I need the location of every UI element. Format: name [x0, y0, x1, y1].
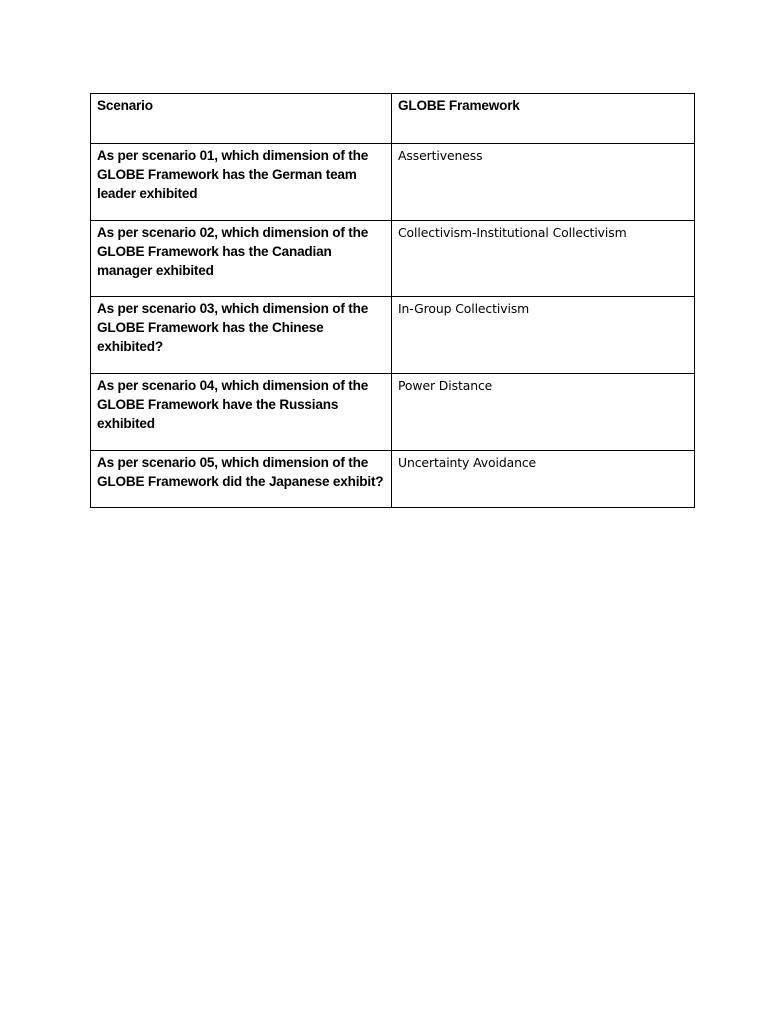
answer-cell: In-Group Collectivism	[392, 297, 695, 374]
question-cell: As per scenario 03, which dimension of the GLOBE Framework has the Chinese exhibited?	[91, 297, 392, 374]
table-row	[91, 221, 695, 297]
table-row	[91, 374, 695, 451]
answer-cell: Collectivism-Institutional Collectivism	[392, 221, 695, 297]
question-cell: As per scenario 01, which dimension of the GLOBE Framework has the German team leader exhibited	[91, 144, 392, 221]
table-header-row	[91, 94, 695, 144]
question-cell: As per scenario 02, which dimension of the GLOBE Framework has the Canadian manager exhibited	[91, 221, 392, 297]
table-row	[91, 297, 695, 374]
answer-cell: Power Distance	[392, 374, 695, 451]
question-cell: As per scenario 04, which dimension of the GLOBE Framework have the Russians exhibited	[91, 374, 392, 451]
header-cell-scenario: Scenario	[91, 94, 392, 144]
globe-framework-table	[90, 93, 695, 508]
question-cell: As per scenario 05, which dimension of the GLOBE Framework did the Japanese exhibit?	[91, 451, 392, 508]
answer-cell: Uncertainty Avoidance	[392, 451, 695, 508]
header-cell-globe-framework: GLOBE Framework	[392, 94, 695, 144]
table-row	[91, 451, 695, 508]
table-row	[91, 144, 695, 221]
answer-cell: Assertiveness	[392, 144, 695, 221]
